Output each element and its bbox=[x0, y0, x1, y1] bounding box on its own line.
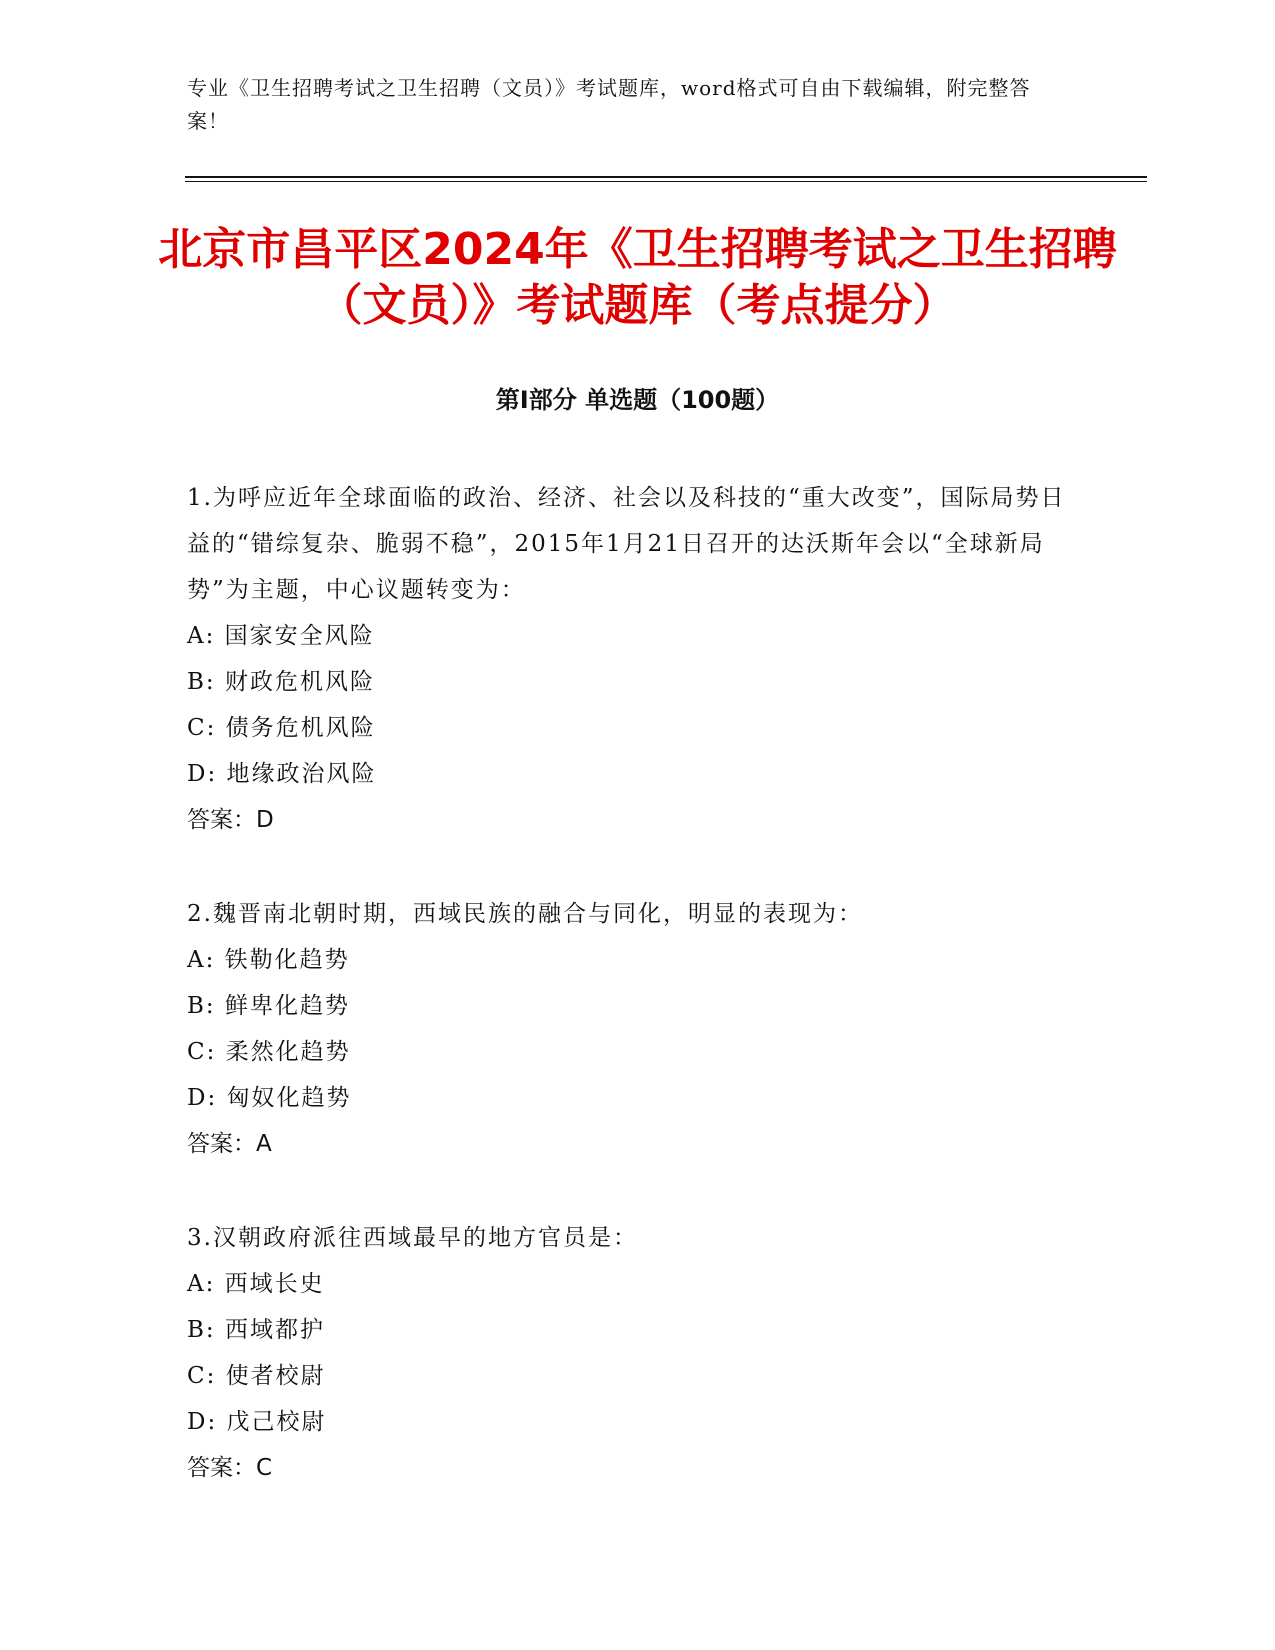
option-a: A: 西域长史 bbox=[187, 1271, 325, 1297]
option-d: D: 匈奴化趋势 bbox=[187, 1085, 352, 1111]
answer: 答案：D bbox=[187, 807, 274, 833]
option-b: B: 西域都护 bbox=[187, 1317, 325, 1343]
answer: 答案：A bbox=[187, 1131, 272, 1157]
question-stem: 2.魏晋南北朝时期，西域民族的融合与同化，明显的表现为： bbox=[187, 901, 863, 927]
option-b: B: 鲜卑化趋势 bbox=[187, 993, 350, 1019]
question-item bbox=[187, 1215, 1087, 1491]
option-d: D: 地缘政治风险 bbox=[187, 761, 377, 787]
section-heading: 第Ⅰ部分 单选题（100题） bbox=[495, 386, 780, 414]
option-c: C: 债务危机风险 bbox=[187, 715, 376, 741]
option-a: A: 铁勒化趋势 bbox=[187, 947, 350, 973]
header-rule-thin bbox=[185, 181, 1147, 182]
option-c: C: 使者校尉 bbox=[187, 1363, 326, 1389]
answer: 答案：C bbox=[187, 1455, 273, 1481]
header-note: 专业《卫生招聘考试之卫生招聘（文员）》考试题库，word格式可自由下载编辑，附完整答案！ bbox=[187, 76, 1031, 133]
question-stem: 3.汉朝政府派往西域最早的地方官员是： bbox=[187, 1225, 638, 1251]
option-d: D: 戊己校尉 bbox=[187, 1409, 327, 1435]
question-item bbox=[187, 891, 1087, 1167]
option-b: B: 财政危机风险 bbox=[187, 669, 375, 695]
option-c: C: 柔然化趋势 bbox=[187, 1039, 351, 1065]
question-list bbox=[187, 475, 1087, 1539]
header-rule-thick bbox=[185, 176, 1147, 178]
question-stem: 1.为呼应近年全球面临的政治、经济、社会以及科技的“重大改变”，国际局势日益的“错综复杂、脆弱不稳”，2015年1月21日召开的达沃斯年会以“全球新局势”为主题，中心议题转变为： bbox=[187, 485, 1066, 603]
option-a: A: 国家安全风险 bbox=[187, 623, 375, 649]
document-title: 北京市昌平区2024年《卫生招聘考试之卫生招聘（文员）》考试题库（考点提分） bbox=[158, 224, 1117, 331]
question-item bbox=[187, 475, 1087, 843]
